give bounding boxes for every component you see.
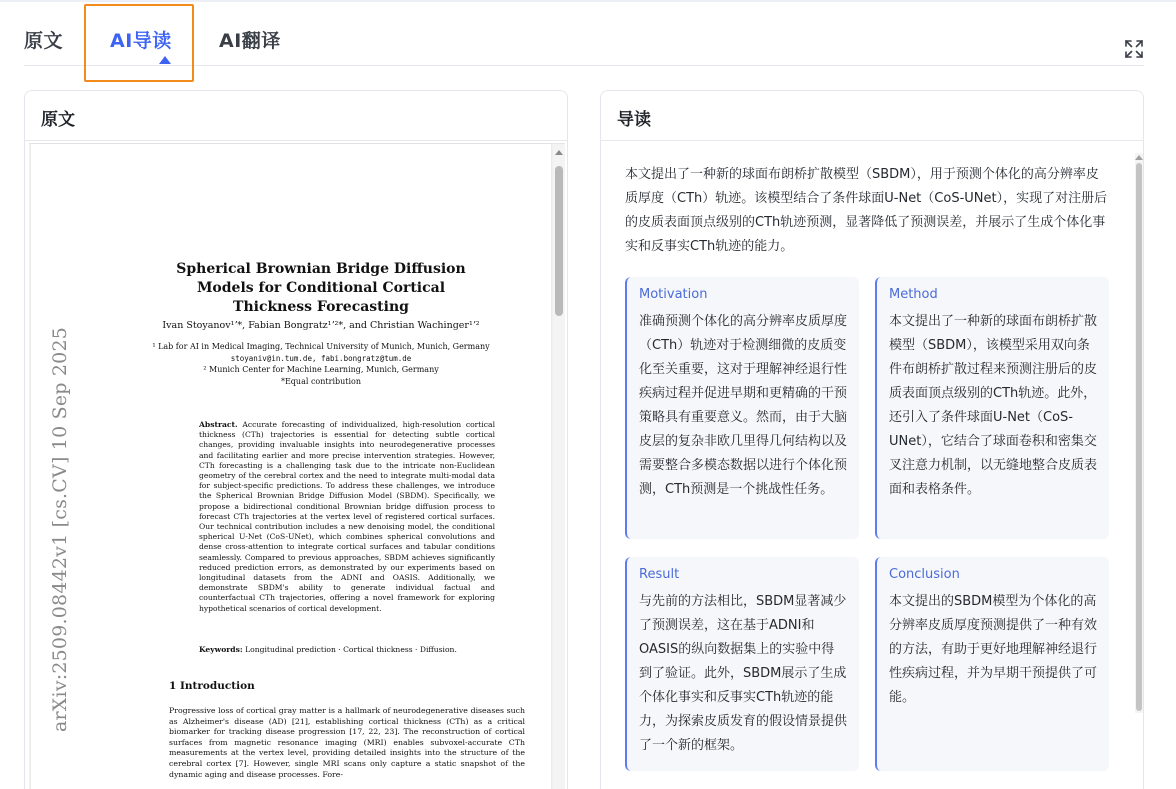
equal-contribution-note: *Equal contribution [280, 376, 362, 386]
author-emails: stoyaniv@in.tum.de, fabi.bongratz@tum.de [230, 353, 412, 363]
scroll-up-icon[interactable] [555, 150, 563, 155]
card-text: 本文提出的SBDM模型为个体化的高分辨率皮质厚度预测提供了一种有效的方法，有助于更好地理解神经退行性疾病过程，并为早期干预提供了可能。 [889, 594, 1098, 705]
paper-title: Spherical Brownian Bridge Diffusion Models for Conditional Cortical Thickness Forecasting [176, 261, 466, 315]
arxiv-identifier: arXiv:2509.08442v1 [cs.CV] 10 Sep 2025 [49, 326, 71, 732]
pdf-scroll-thumb[interactable] [555, 166, 563, 316]
guide-scroll-thumb[interactable] [1136, 163, 1142, 711]
paper-authors: Ivan Stoyanov¹ʼ*, Fabian Bongratz¹ʼ²*, and Christian Wachinger¹ʼ² [162, 320, 480, 331]
fullscreen-icon[interactable] [1125, 40, 1143, 58]
paper-keywords [199, 645, 499, 654]
intro-paragraph: Progressive loss of cortical gray matter is a hallmark of neurodegenerative diseases such as Alzheimer's disease (AD) [21], establishing cortical thickness (CTh) as a critical biomarker for tracking disease progression [17, 22, 23]. The reconstruction of cortical surfaces from magnetic resonance imaging (MRI) enables subvoxel-accurate CTh measurements at the vertex level, providing detailed insights into the structure of the cerebral cortex [7]. However, single MRI scans only capture a static snapshot of the dynamic aging and disease processes. Fore- [169, 706, 525, 779]
card-motivation [625, 277, 859, 539]
tab-bar [24, 0, 1144, 66]
original-panel-title: 原文 [25, 91, 567, 141]
card-title: Method [889, 287, 938, 302]
pdf-scrollbar[interactable] [553, 144, 565, 789]
pdf-viewer[interactable] [29, 143, 565, 789]
guide-scrollbar[interactable] [1135, 153, 1143, 713]
paper-affiliations [141, 341, 501, 387]
card-title: Motivation [639, 287, 708, 302]
card-title: Conclusion [889, 567, 960, 582]
keywords-label: Keywords: [199, 645, 243, 654]
active-tab-caret-icon [159, 56, 171, 64]
card-text: 本文提出了一种新的球面布朗桥扩散模型（SBDM），该模型采用双向条件布朗桥扩散过程来预测注册后的皮质表面顶点级别的CTh轨迹。此外，还引入了条件球面U-Net（CoS-UNet），它结合了球面卷积和密集交叉注意力机制，以无缝地整合皮质表面和表格条件。 [889, 314, 1098, 497]
affiliation-1: ¹ Lab for AI in Medical Imaging, Technical University of Munich, Munich, Germany [152, 342, 490, 351]
tab-ai-guide[interactable]: AI导读 [110, 30, 172, 52]
pdf-page [31, 144, 551, 789]
tab-original[interactable]: 原文 [24, 30, 64, 52]
card-method [875, 277, 1109, 539]
guide-panel [600, 90, 1144, 789]
keywords-text: Longitudinal prediction · Cortical thickness · Diffusion. [245, 645, 457, 654]
card-result [625, 557, 859, 771]
affiliation-2: ² Munich Center for Machine Learning, Munich, Germany [203, 365, 439, 374]
abstract-text: Accurate forecasting of individualized, high-resolution cortical thickness (CTh) trajectories is essential for detecting subtle cortical changes, providing invaluable insights into neurodegenerative processes and facilitating earlier and more precise intervention strategies. However, CTh forecasting is a challenging task due to the intricate non-Euclidean geometry of the cerebral cortex and the need to integrate multi-modal data for subject-specific predictions. To address these challenges, we introduce the Spherical Brownian Bridge Diffusion Model (SBDM). Specifically, we propose a bidirectional conditional Brownian bridge diffusion process to forecast CTh trajectories at the vertex level of registered cortical surfaces. Our technical contribution includes a new denoising model, the conditional spherical U-Net (CoS-UNet), which combines spherical convolutions and dense cross-attention to integrate cortical surfaces and tabular conditions seamlessly. Compared to previous approaches, SBDM achieves significantly reduced prediction errors, as demonstrated by our experiments based on longitudinal datasets from the ADNI and OASIS. Additionally, we demonstrate SBDM's ability to generate individual factual and counterfactual CTh trajectories, offering a novel framework for exploring hypothetical scenarios of cortical development. [199, 420, 495, 613]
guide-summary: 本文提出了一种新的球面布朗桥扩散模型（SBDM），用于预测个体化的高分辨率皮质厚度（CTh）轨迹。该模型结合了条件球面U-Net（CoS-UNet），实现了对注册后的皮质表面顶点级别的CTh轨迹预测，显著降低了预测误差，并展示了生成个体化事实和反事实CTh轨迹的能力。 [625, 167, 1108, 254]
guide-panel-title: 导读 [601, 91, 1143, 141]
tab-ai-translate[interactable]: AI翻译 [219, 30, 281, 52]
section-heading: 1 Introduction [169, 680, 255, 692]
abstract-label: Abstract. [199, 420, 238, 429]
card-text: 与先前的方法相比，SBDM显著减少了预测误差，这在基于ADNI和OASIS的纵向数据集上的实验中得到了验证。此外，SBDM展示了生成个体化事实和反事实CTh轨迹的能力，为探索皮质发育的假设情景提供了一个新的框架。 [639, 594, 848, 753]
card-title: Result [639, 567, 680, 582]
card-text: 准确预测个体化的高分辨率皮质厚度（CTh）轨迹对于检测细微的皮质变化至关重要，这对于理解神经退行性疾病过程并促进早期和更精确的干预策略具有重要意义。然而，由于大脑皮层的复杂非欧几里得几何结构以及需要整合多模态数据以进行个体化预测，CTh预测是一个挑战性任务。 [639, 314, 848, 497]
scroll-up-icon[interactable] [1135, 155, 1143, 160]
paper-abstract [199, 420, 495, 614]
original-panel [24, 90, 568, 789]
card-conclusion [875, 557, 1109, 771]
